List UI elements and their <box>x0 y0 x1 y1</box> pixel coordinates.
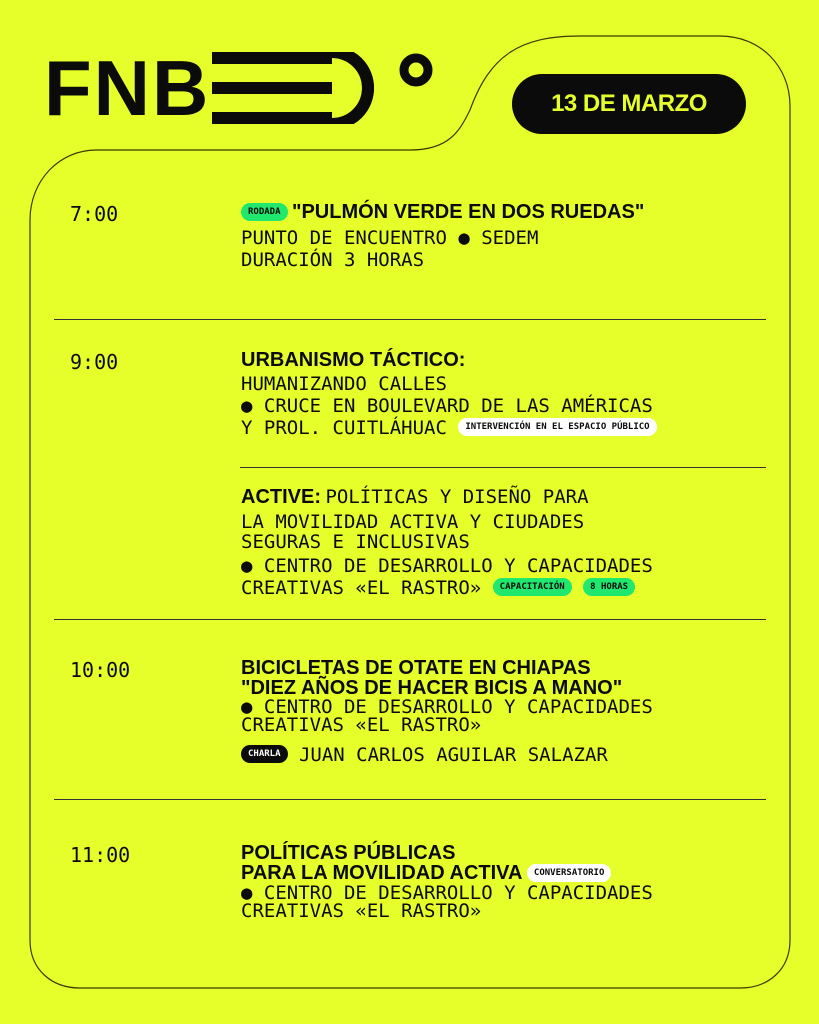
event-title: ACTIVE: <box>241 486 321 508</box>
event-title: BICICLETAS DE OTATE EN CHIAPAS <box>241 657 591 679</box>
event-time: 9:00 <box>70 350 119 374</box>
event-block <box>241 658 761 766</box>
divider <box>240 467 766 468</box>
event-location: ● CENTRO DE DESARROLLO Y CAPACIDADES <box>241 696 653 718</box>
event-block <box>241 350 761 439</box>
event-location-cont: CREATIVAS «EL RASTRO» <box>241 577 482 599</box>
event-subtitle: LA MOVILIDAD ACTIVA Y CIUDADES <box>241 511 585 533</box>
event-location: PUNTO DE ENCUENTRO ● SEDEM <box>241 227 539 249</box>
event-title: "DIEZ AÑOS DE HACER BICIS A MANO" <box>241 677 623 699</box>
event-location: ● CRUCE EN BOULEVARD DE LAS AMÉRICAS <box>241 395 653 417</box>
event-location: ● CENTRO DE DESARROLLO Y CAPACIDADES <box>241 555 653 577</box>
event-tag: 8 HORAS <box>583 578 635 596</box>
event-title: PARA LA MOVILIDAD ACTIVA <box>241 862 523 884</box>
event-title: URBANISMO TÁCTICO: <box>241 349 466 371</box>
event-location-cont: CREATIVAS «EL RASTRO» <box>241 714 482 736</box>
event-block <box>241 486 761 599</box>
date-badge: 13 DE MARZO <box>512 74 746 134</box>
event-tag: CHARLA <box>241 745 288 763</box>
divider <box>54 619 766 620</box>
event-tag: CAPACITACIÓN <box>493 578 572 596</box>
divider <box>54 799 766 800</box>
logo-3-mark <box>212 52 442 124</box>
event-speaker: JUAN CARLOS AGUILAR SALAZAR <box>298 744 608 766</box>
event-title: "PULMÓN VERDE EN DOS RUEDAS" <box>291 201 645 223</box>
event-location-cont: CREATIVAS «EL RASTRO» <box>241 900 482 922</box>
event-location: ● CENTRO DE DESARROLLO Y CAPACIDADES <box>241 882 653 904</box>
event-time: 11:00 <box>70 843 131 867</box>
event-block <box>241 843 761 920</box>
event-title: POLÍTICAS PÚBLICAS <box>241 842 456 864</box>
event-tag: RODADA <box>241 203 288 221</box>
event-location-cont: Y PROL. CUITLÁHUAC <box>241 417 447 439</box>
logo-text: FNB <box>44 44 211 132</box>
event-time: 7:00 <box>70 202 119 226</box>
event-duration: DURACIÓN 3 HORAS <box>241 249 425 271</box>
event-time: 10:00 <box>70 658 131 682</box>
divider <box>54 319 766 320</box>
event-tag: INTERVENCIÓN EN EL ESPACIO PÚBLICO <box>458 418 656 436</box>
event-subtitle: SEGURAS E INCLUSIVAS <box>241 531 470 553</box>
event-title-rest: POLÍTICAS Y DISEÑO PARA <box>325 486 589 508</box>
event-block <box>241 202 761 271</box>
event-subtitle: HUMANIZANDO CALLES <box>241 373 447 395</box>
event-tag: CONVERSATORIO <box>527 864 611 882</box>
